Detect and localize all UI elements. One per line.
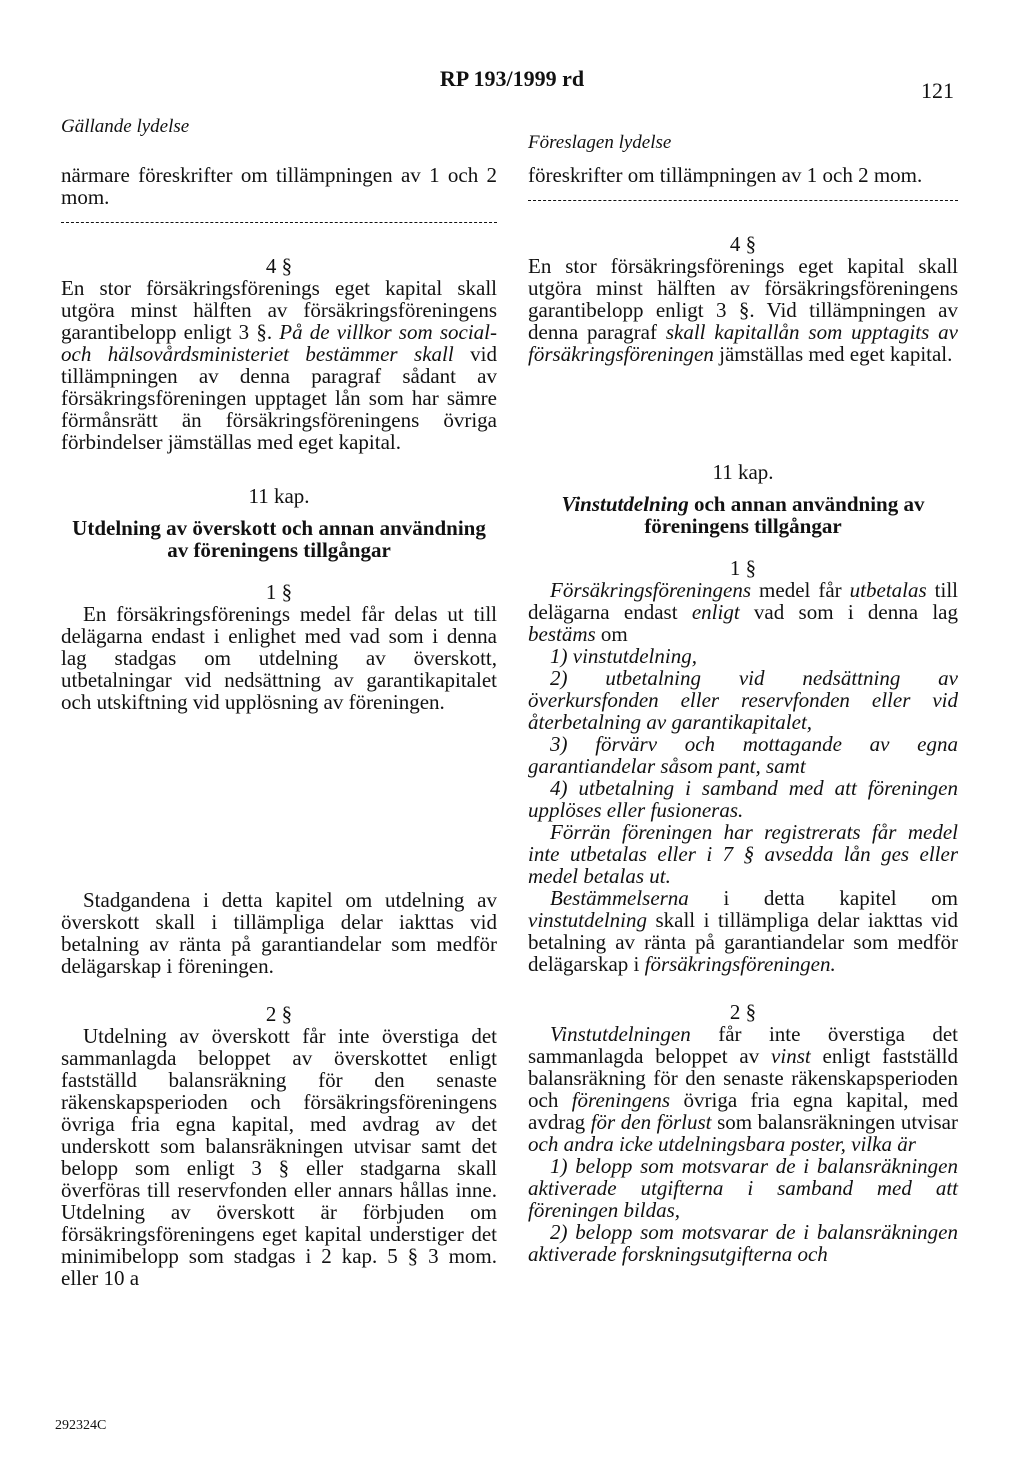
r2-f: övriga fria egna kapital, med avdrag	[528, 1088, 959, 1134]
r2-c: vinst	[771, 1044, 811, 1068]
r1-e: enligt	[691, 600, 740, 624]
omission-dashes	[528, 200, 958, 201]
document-header-title: RP 193/1999 rd	[439, 66, 585, 91]
left-section-4-text	[61, 277, 497, 453]
r1-q-b: i detta kapitel om	[688, 886, 958, 910]
left-section-1-label: 1 §	[265, 580, 293, 604]
r1-g: bestäms	[528, 622, 596, 646]
right-chapter-heading	[528, 493, 958, 537]
left-intro-text: närmare föreskrifter om tillämpningen av 1 och 2 mom.	[61, 163, 497, 209]
right-column-heading: Föreslagen lydelse	[528, 132, 672, 153]
left-section-4-label: 4 §	[265, 254, 293, 278]
left-section-2-label: 2 §	[265, 1002, 293, 1026]
r1-q-d: skall i tillämpliga delar iakttas vid betalning av ränta på garantiandelar som medför delägarskap i	[528, 908, 958, 976]
right-s1-list-item: 1) vinstutdelning,	[550, 644, 697, 668]
right-s1-list-item: 4) utbetalning i samband med att föreningen upplöses eller fusioneras.	[528, 776, 958, 822]
right-s4-text-end: jämställas med eget kapital.	[713, 342, 953, 366]
r2-i: och andra icke utdelningsbara poster, vilka är	[528, 1132, 916, 1156]
right-s2-list-item: 2) belopp som motsvarar de i balansräkningen aktiverade forskningsutgifterna och	[528, 1220, 958, 1266]
right-s4-text-part: En stor försäkringsförenings eget kapital skall utgöra minst hälften av försäkringsföreningens garantibelopp enligt 3 §. Vid tillämpningen av denna paragraf	[528, 254, 958, 344]
right-section-2-text	[528, 1023, 958, 1155]
right-chapter-heading-rest: och annan användning av föreningens tillgångar	[644, 492, 925, 538]
right-s1-registration-paragraph: Förrän föreningen har registrerats får medel inte utbetalas eller i 7 § avsedda lån ges eller medel betalas ut.	[528, 820, 958, 888]
r1-b: medel får	[751, 578, 850, 602]
r2-d: enligt fastställd balansräkning för den senaste räkenskapsperioden och	[528, 1044, 958, 1112]
left-chapter-label: 11 kap.	[248, 484, 310, 508]
r1-q-a: Bestämmelserna	[550, 886, 689, 910]
r1-d: till delägarna endast	[528, 578, 959, 624]
right-intro-text: föreskrifter om tillämpningen av 1 och 2 mom.	[528, 163, 923, 187]
right-s1-list-item: 3) förvärv och mottagande av egna garantiandelar såsom pant, samt	[528, 732, 958, 778]
right-s4-italic-part: skall kapitallån som upptagits av försäkringsföreningen	[528, 320, 958, 366]
omission-dashes	[61, 222, 497, 223]
left-section-1-paragraph-1: En försäkringsförenings medel får delas ut till delägarna endast i enlighet med vad som i denna lag stadgas om utdelning av överskott, utbetalningar vid nedsättning av garantikapitalet och utskiftning vid upplösning av föreningen.	[61, 602, 497, 714]
r1-q-e: försäkringsföreningen.	[644, 952, 836, 976]
r2-g: för den förlust	[590, 1110, 712, 1134]
left-section-1-paragraph-2: Stadgandena i detta kapitel om utdelning av överskott skall i tillämpliga delar iakttas vid betalning av ränta på garantiandelar som medför delägarskap i föreningen.	[61, 888, 497, 978]
left-column-heading: Gällande lydelse	[61, 116, 190, 137]
right-s2-list-item: 1) belopp som motsvarar de i balansräkningen aktiverade utgifterna i samband med att föreningen bildas,	[528, 1154, 958, 1222]
r2-e: föreningens	[571, 1088, 671, 1112]
r1-a: Försäkringsföreningens	[550, 578, 752, 602]
footer-code: 292324C	[55, 1418, 107, 1433]
r1-c: utbetalas	[849, 578, 927, 602]
left-s4-text-part: En stor försäkringsförenings eget kapital skall utgöra minst hälften av försäkringsföreningens garantibelopp enligt 3 §.	[61, 276, 497, 344]
page-number: 121	[921, 78, 954, 103]
left-column-current-wording	[61, 116, 497, 1289]
right-section-2-label: 2 §	[729, 1000, 757, 1024]
left-section-2-text: Utdelning av överskott får inte överstiga det sammanlagda beloppet av överskottet enligt fastställd balansräkning för den senaste räkenskapsperioden och försäkringsföreningens övriga fria egna kapital, med avdrag av det underskott som balansräkningen utvisar samt det belopp som enligt 3 § eller stadgarna skall överföras till reservfonden eller annars hållas inne. Utdelning av överskott är förbjuden om försäkringsföreningens eget kapital understiger det minimibelopp som stadgas i 2 kap. 5 § 3 mom. eller 10 a	[61, 1024, 497, 1290]
right-section-4-label: 4 §	[729, 232, 757, 256]
left-s4-text-end: vid tillämpningen av denna paragraf sådant av försäkringsföreningen upptaget lån som har sämre förmånsrätt än försäkringsföreningens övriga förbindelser jämställas med eget kapital.	[61, 342, 497, 454]
r2-h: som balansräkningen utvisar	[711, 1110, 958, 1134]
right-s1-final-paragraph	[528, 887, 958, 975]
right-chapter-heading-italic: Vinstutdelning	[561, 492, 689, 516]
r1-f: vad som i denna lag	[739, 600, 958, 624]
right-section-1-intro	[528, 579, 958, 645]
left-chapter-heading: Utdelning av överskott och annan användning av föreningens tillgångar	[72, 516, 486, 562]
r1-q-c: vinstutdelning	[528, 908, 647, 932]
r2-a: Vinstutdelningen	[550, 1022, 691, 1046]
right-s1-list-item: 2) utbetalning vid nedsättning av överkursfonden eller reservfonden eller vid återbetalning av garantikapitalet,	[528, 666, 958, 734]
right-column-proposed-wording	[528, 116, 958, 1265]
right-section-1-label: 1 §	[729, 556, 757, 580]
right-section-4-text	[528, 255, 958, 365]
right-chapter-label: 11 kap.	[712, 460, 774, 484]
r1-h: om	[595, 622, 628, 646]
left-s4-italic-part: På de villkor som social- och hälsovårdsministeriet bestämmer skall	[61, 320, 497, 366]
r2-b: får inte överstiga det sammanlagda beloppet av	[528, 1022, 958, 1068]
